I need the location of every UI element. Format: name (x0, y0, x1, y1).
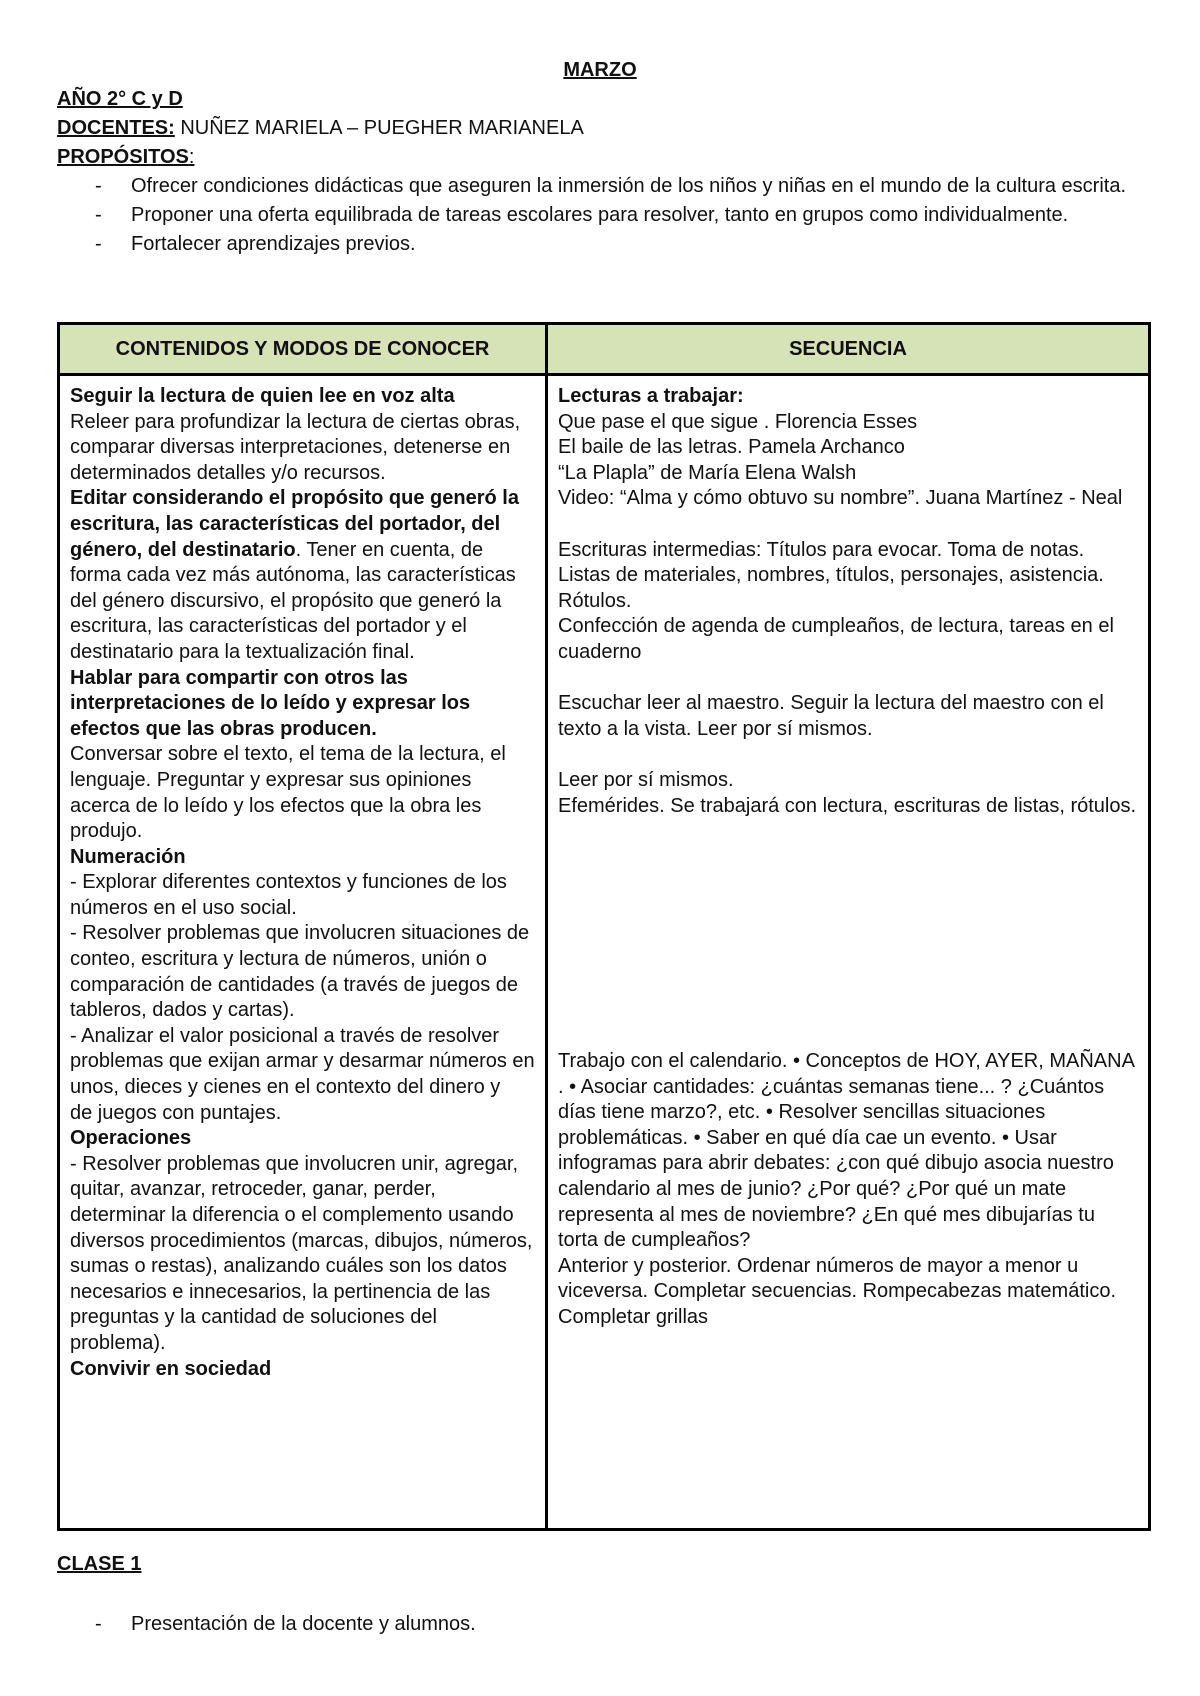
spacer (558, 819, 1138, 1049)
document-header (57, 85, 1147, 259)
reading-item: Video: “Alma y cómo obtuvo su nombre”. Juana Martínez - Neal (558, 487, 1123, 510)
list-dash: - (95, 233, 102, 255)
editar-title: Editar considerando el propósito que generó la escritura, las características del portador, del género, del destinatario (70, 487, 519, 561)
teachers-value: NUÑEZ MARIELA – PUEGHER MARIANELA (174, 117, 584, 139)
order-text: Anterior y posterior. Ordenar números de mayor a menor u viceversa. Completar secuencias. Rompecabezas matemático. Completar grillas (558, 1254, 1117, 1329)
purposes-heading (57, 143, 1147, 172)
purposes-list (57, 172, 1147, 259)
operaciones-text: - Resolver problemas que involucren unir, agregar, quitar, avanzar, retroceder, ganar, perder, determinar la diferencia o el complemento usando diversos procedimientos (marcas, dibujos, números, sumas o restas), analizando cuáles son los datos necesarios e innecesarios, la pertinencia de las preguntas y la cantidad de soluciones del problema). (70, 1152, 533, 1354)
list-dash: - (95, 175, 102, 197)
reading-self-text: Leer por sí mismos. (558, 768, 734, 791)
writing-text: Escrituras intermedias: Títulos para evocar. Toma de notas. Listas de materiales, nombres, títulos, personajes, asistencia. Rótulos. (558, 538, 1104, 612)
numeracion-item: de juegos con puntajes. (70, 1101, 282, 1124)
hablar-title: Hablar para compartir con otros las interpretaciones de lo leído y expresar los efectos que las obras producen. (70, 666, 471, 740)
numeracion-title: Numeración (70, 845, 186, 868)
purpose-text: Ofrecer condiciones didácticas que aseguren la inmersión de los niños y niñas en el mundo de la cultura escrita. (131, 175, 1126, 197)
table-header-row (59, 324, 1150, 375)
year-label: AÑO 2° C y D (57, 88, 183, 110)
agenda-text: Confección de agenda de cumpleaños, de lectura, tareas en el cuaderno (558, 615, 1114, 663)
purpose-item (57, 172, 1161, 201)
purposes-label: PROPÓSITOS (57, 146, 189, 168)
header-secuencia: SECUENCIA (547, 324, 1150, 375)
listening-text: Escuchar leer al maestro. Seguir la lectura del maestro con el texto a la vista. Leer por sí mismos. (558, 692, 1104, 740)
numeracion-item: - Explorar diferentes contextos y funciones de los números en el uso social. (70, 871, 507, 919)
convivir-title: Convivir en sociedad (70, 1357, 272, 1380)
purpose-text: Fortalecer aprendizajes previos. (131, 233, 416, 255)
spacer (558, 742, 1138, 768)
editar-text: . Tener en cuenta, de forma cada vez más autónoma, las características del género discursivo, el propósito que generó la escritura, las características del portador y el destinatario para la textualización final. (70, 538, 516, 663)
header-contenidos: CONTENIDOS Y MODOS DE CONOCER (59, 324, 547, 375)
purpose-text: Proponer una oferta equilibrada de tareas escolares para resolver, tanto en grupos como individualmente. (131, 204, 1069, 226)
plan-table (57, 322, 1151, 1531)
ephemerides-text: Efemérides. Se trabajará con lectura, escrituras de listas, rótulos. (558, 794, 1137, 817)
numeracion-item: - Analizar el valor posicional a través de resolver problemas que exijan armar y desarmar números en unos, dieces y cienes en el contexto del dinero y (70, 1024, 535, 1099)
editar-block (70, 486, 535, 665)
reading-item: El baile de las letras. Pamela Archanco (558, 436, 905, 459)
reading-item: “La Plapla” de María Elena Walsh (558, 461, 857, 484)
readings-title: Lecturas a trabajar: (558, 385, 744, 407)
spacer (558, 666, 1138, 692)
purpose-item (57, 230, 1161, 259)
reading-item: Que pase el que sigue . Florencia Esses (558, 410, 918, 433)
clase-item-text: Presentación de la docente y alumnos. (131, 1613, 476, 1635)
clase-title: CLASE 1 (57, 1553, 142, 1575)
teachers-label: DOCENTES: (57, 117, 175, 139)
lectura-text: Releer para profundizar la lectura de ciertas obras, comparar diversas interpretaciones, detenerse en determinados detalles y/o recursos. (70, 410, 521, 484)
list-dash: - (95, 204, 102, 226)
purposes-colon: : (188, 146, 195, 168)
teachers-line (57, 114, 1147, 143)
spacer (558, 512, 1138, 538)
secuencia-cell (547, 375, 1150, 1530)
operaciones-title: Operaciones (70, 1127, 192, 1150)
table-row (59, 375, 1150, 1530)
purpose-item (57, 201, 1161, 230)
numeracion-item: - Resolver problemas que involucren situaciones de conteo, escritura y lectura de números, unión o comparación de cantidades (a través de juegos de tableros, dados y cartas). (70, 922, 530, 1022)
lectura-title: Seguir la lectura de quien lee en voz alta (70, 385, 455, 407)
hablar-text: Conversar sobre el texto, el tema de la lectura, el lenguaje. Preguntar y expresar sus opiniones acerca de lo leído y los efectos que la obra les produjo. (70, 743, 506, 843)
list-dash: - (95, 1613, 102, 1635)
month-title: MARZO (563, 59, 637, 81)
contenidos-cell (59, 375, 547, 1530)
calendar-text: Trabajo con el calendario. • Conceptos de HOY, AYER, MAÑANA . • Asociar cantidades: ¿cuántas semanas tiene... ? ¿Cuántos días tiene marzo?, etc. • Resolver sencillas situaciones problemáticas. • Saber en qué día cae un evento. • Usar infogramas para abrir debates: ¿con qué dibujo asocia nuestro calendario al mes de junio? ¿Por qué? ¿Por qué un mate representa al mes de noviembre? ¿En qué mes dibujarías tu torta de cumpleaños? (558, 1050, 1134, 1252)
